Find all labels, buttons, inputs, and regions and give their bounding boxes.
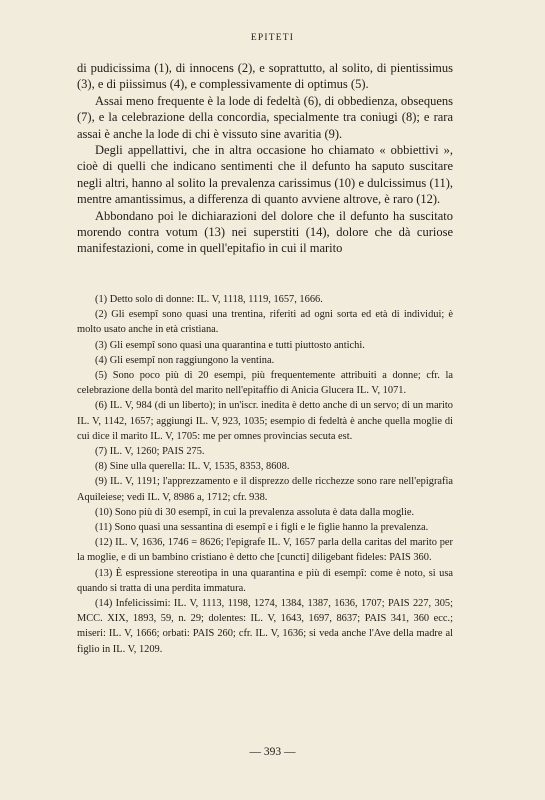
footnote: (10) Sono più di 30 esempî, in cui la prevalenza assoluta è data dalla moglie. xyxy=(95,506,415,518)
footnote: (6) IL. V, 984 (di un liberto); in un'iscr. inedita è detto anche di un servo; di un marito IL. V, 1142, 1657; aggiungi IL. V, 923, 1035; esempio di fedeltà è anche quella moglie di cui dice il marito IL. V, 1705: me per omnes provincias secuta est. xyxy=(77,400,453,442)
paragraph: di pudicissima (1), di innocens (2), e soprattutto, al solito, di pientissimus (3), e di piissimus (4), e complessivamente di optimus (5). xyxy=(77,61,453,92)
footnote: (4) Gli esempî non raggiungono la ventina. xyxy=(95,354,275,366)
footnote: (13) È espressione stereotipa in una quarantina e più di esempî: come è noto, si usa quando si tratta di una perdita immatura. xyxy=(77,567,453,594)
main-text xyxy=(77,60,453,257)
footnotes xyxy=(77,292,453,657)
paragraph: Degli appellattivi, che in altra occasione ho chiamato « obbiettivi », cioè di quelli che indicano sentimenti che il defunto ha saputo suscitare negli altri, hanno al solito la prevalenza carissimus (10) e dulcissimus (11), mentre amantissimus, a differenza di quanto avviene altrove, è raro (12). xyxy=(77,143,453,207)
paragraph: Assai meno frequente è la lode di fedeltà (6), di obbedienza, obsequens (7), e la celebrazione della concordia, specialmente tra coniugi (8); e rara assai è anche la lode di chi è vissuto sine avaritia (9). xyxy=(77,93,453,141)
footnote: (2) Gli esempî sono quasi una trentina, riferiti ad ogni sorta ed età di individui; è molto usato anche in età cristiana. xyxy=(77,309,453,336)
footnote: (11) Sono quasi una sessantina di esempî e i figli e le figlie hanno la prevalenza. xyxy=(95,522,429,534)
footnote: (3) Gli esempî sono quasi una quarantina e tutti piuttosto antichi. xyxy=(95,339,365,351)
running-head: EPITETI xyxy=(250,33,295,43)
footnote: (7) IL. V, 1260; PAIS 275. xyxy=(95,446,205,458)
footnote: (12) IL. V, 1636, 1746 = 8626; l'epigrafe IL. V, 1657 parla della caritas del marito per la moglie, e di un bambino cristiano è detto che [cuncti] diligebant fideles: PAIS 360. xyxy=(77,537,453,564)
footnote: (1) Detto solo di donne: IL. V, 1118, 1119, 1657, 1666. xyxy=(95,294,323,305)
footnote: (8) Sine ulla querella: IL. V, 1535, 8353, 8608. xyxy=(95,461,290,473)
footnote: (14) Infelicissimi: IL. V, 1113, 1198, 1274, 1384, 1387, 1636, 1707; PAIS 227, 305; MCC. XIX, 1893, 59, n. 29; dolentes: IL. V, 1643, 1697, 8637; PAIS 341, 360 ecc.; miseri: IL. V, 1666; orbati: PAIS 260; cfr. IL. V, 1636; si veda anche l'Ave della madre al figlio in IL. V, 1209. xyxy=(77,598,453,655)
page-number: — 393 — xyxy=(249,746,296,758)
footnote: (9) IL. V, 1191; l'apprezzamento e il disprezzo delle ricchezze sono rare nell'epigrafia Aquileiese; vedi IL. V, 8986 a, 1712; cfr. 938. xyxy=(77,476,453,503)
footnote: (5) Sono poco più di 20 esempi, più frequentemente attribuiti a donne; cfr. la celebrazione della bontà del marito nell'epitaffio di Anicia Glucera IL. V, 1071. xyxy=(77,370,453,397)
paragraph: Abbondano poi le dichiarazioni del dolore che il defunto ha suscitato morendo contra votum (13) nei superstiti (14), dolore che dà curiose manifestazioni, come in quell'epitafio in cui il marito xyxy=(77,208,453,256)
